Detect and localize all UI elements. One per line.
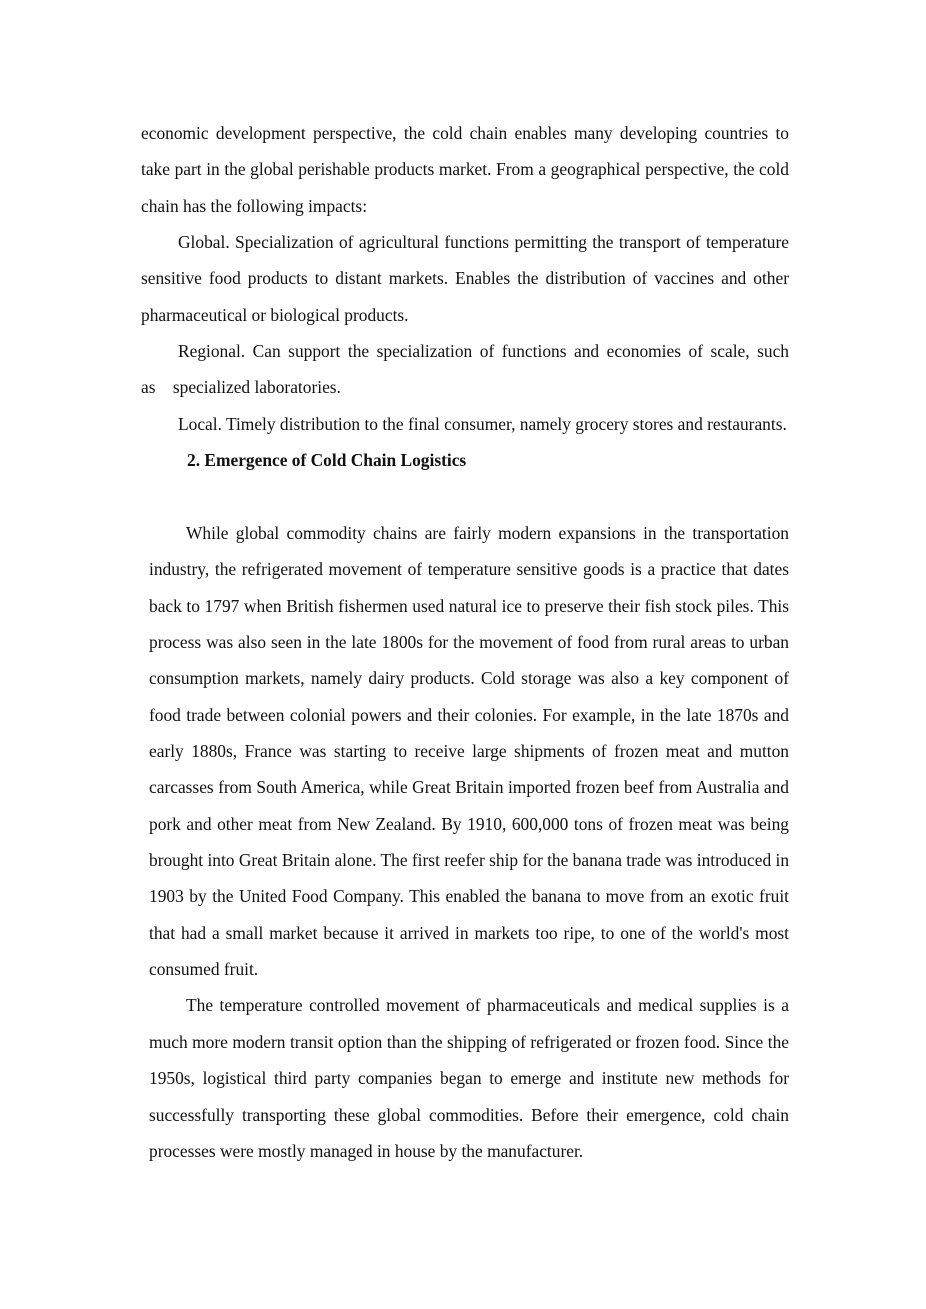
paragraph-global: Global. Specialization of agricultural functions permitting the transport of temperature sensitive food products to distant markets. Enables the distribution of vaccines and other pharmaceutical or biological products. bbox=[141, 232, 789, 325]
paragraph-regional: Regional. Can support the specialization of functions and economies of scale, such as specialized laboratories. bbox=[141, 341, 789, 398]
section-impacts bbox=[141, 115, 789, 478]
paragraph-intro: economic development perspective, the cold chain enables many developing countries to take part in the global perishable products market. From a geographical perspective, the cold chain has the following impacts: bbox=[141, 123, 789, 216]
section-emergence bbox=[149, 515, 789, 1169]
section-heading: 2. Emergence of Cold Chain Logistics bbox=[187, 450, 467, 471]
paragraph-history: While global commodity chains are fairly modern expansions in the transportation industry, the refrigerated movement of temperature sensitive goods is a practice that dates back to 1797 when British fishermen used natural ice to preserve their fish stock piles. This process was also seen in the late 1800s for the movement of food from rural areas to urban consumption markets, namely dairy products. Cold storage was also a key component of food trade between colonial powers and their colonies. For example, in the late 1870s and early 1880s, France was starting to receive large shipments of frozen meat and mutton carcasses from South America, while Great Britain imported frozen beef from Australia and pork and other meat from New Zealand. By 1910, 600,000 tons of frozen meat was being brought into Great Britain alone. The first reefer ship for the banana trade was introduced in 1903 by the United Food Company. This enabled the banana to move from an exotic fruit that had a small market because it arrived in markets too ripe, to one of the world's most consumed fruit. bbox=[149, 523, 790, 980]
paragraph-pharma: The temperature controlled movement of pharmaceuticals and medical supplies is a much more modern transit option than the shipping of refrigerated or frozen food. Since the 1950s, logistical third party companies began to emerge and institute new methods for successfully transporting these global commodities. Before their emergence, cold chain processes were mostly managed in house by the manufacturer. bbox=[149, 995, 789, 1161]
paragraph-local: Local. Timely distribution to the final consumer, namely grocery stores and restaurants. bbox=[178, 413, 787, 434]
